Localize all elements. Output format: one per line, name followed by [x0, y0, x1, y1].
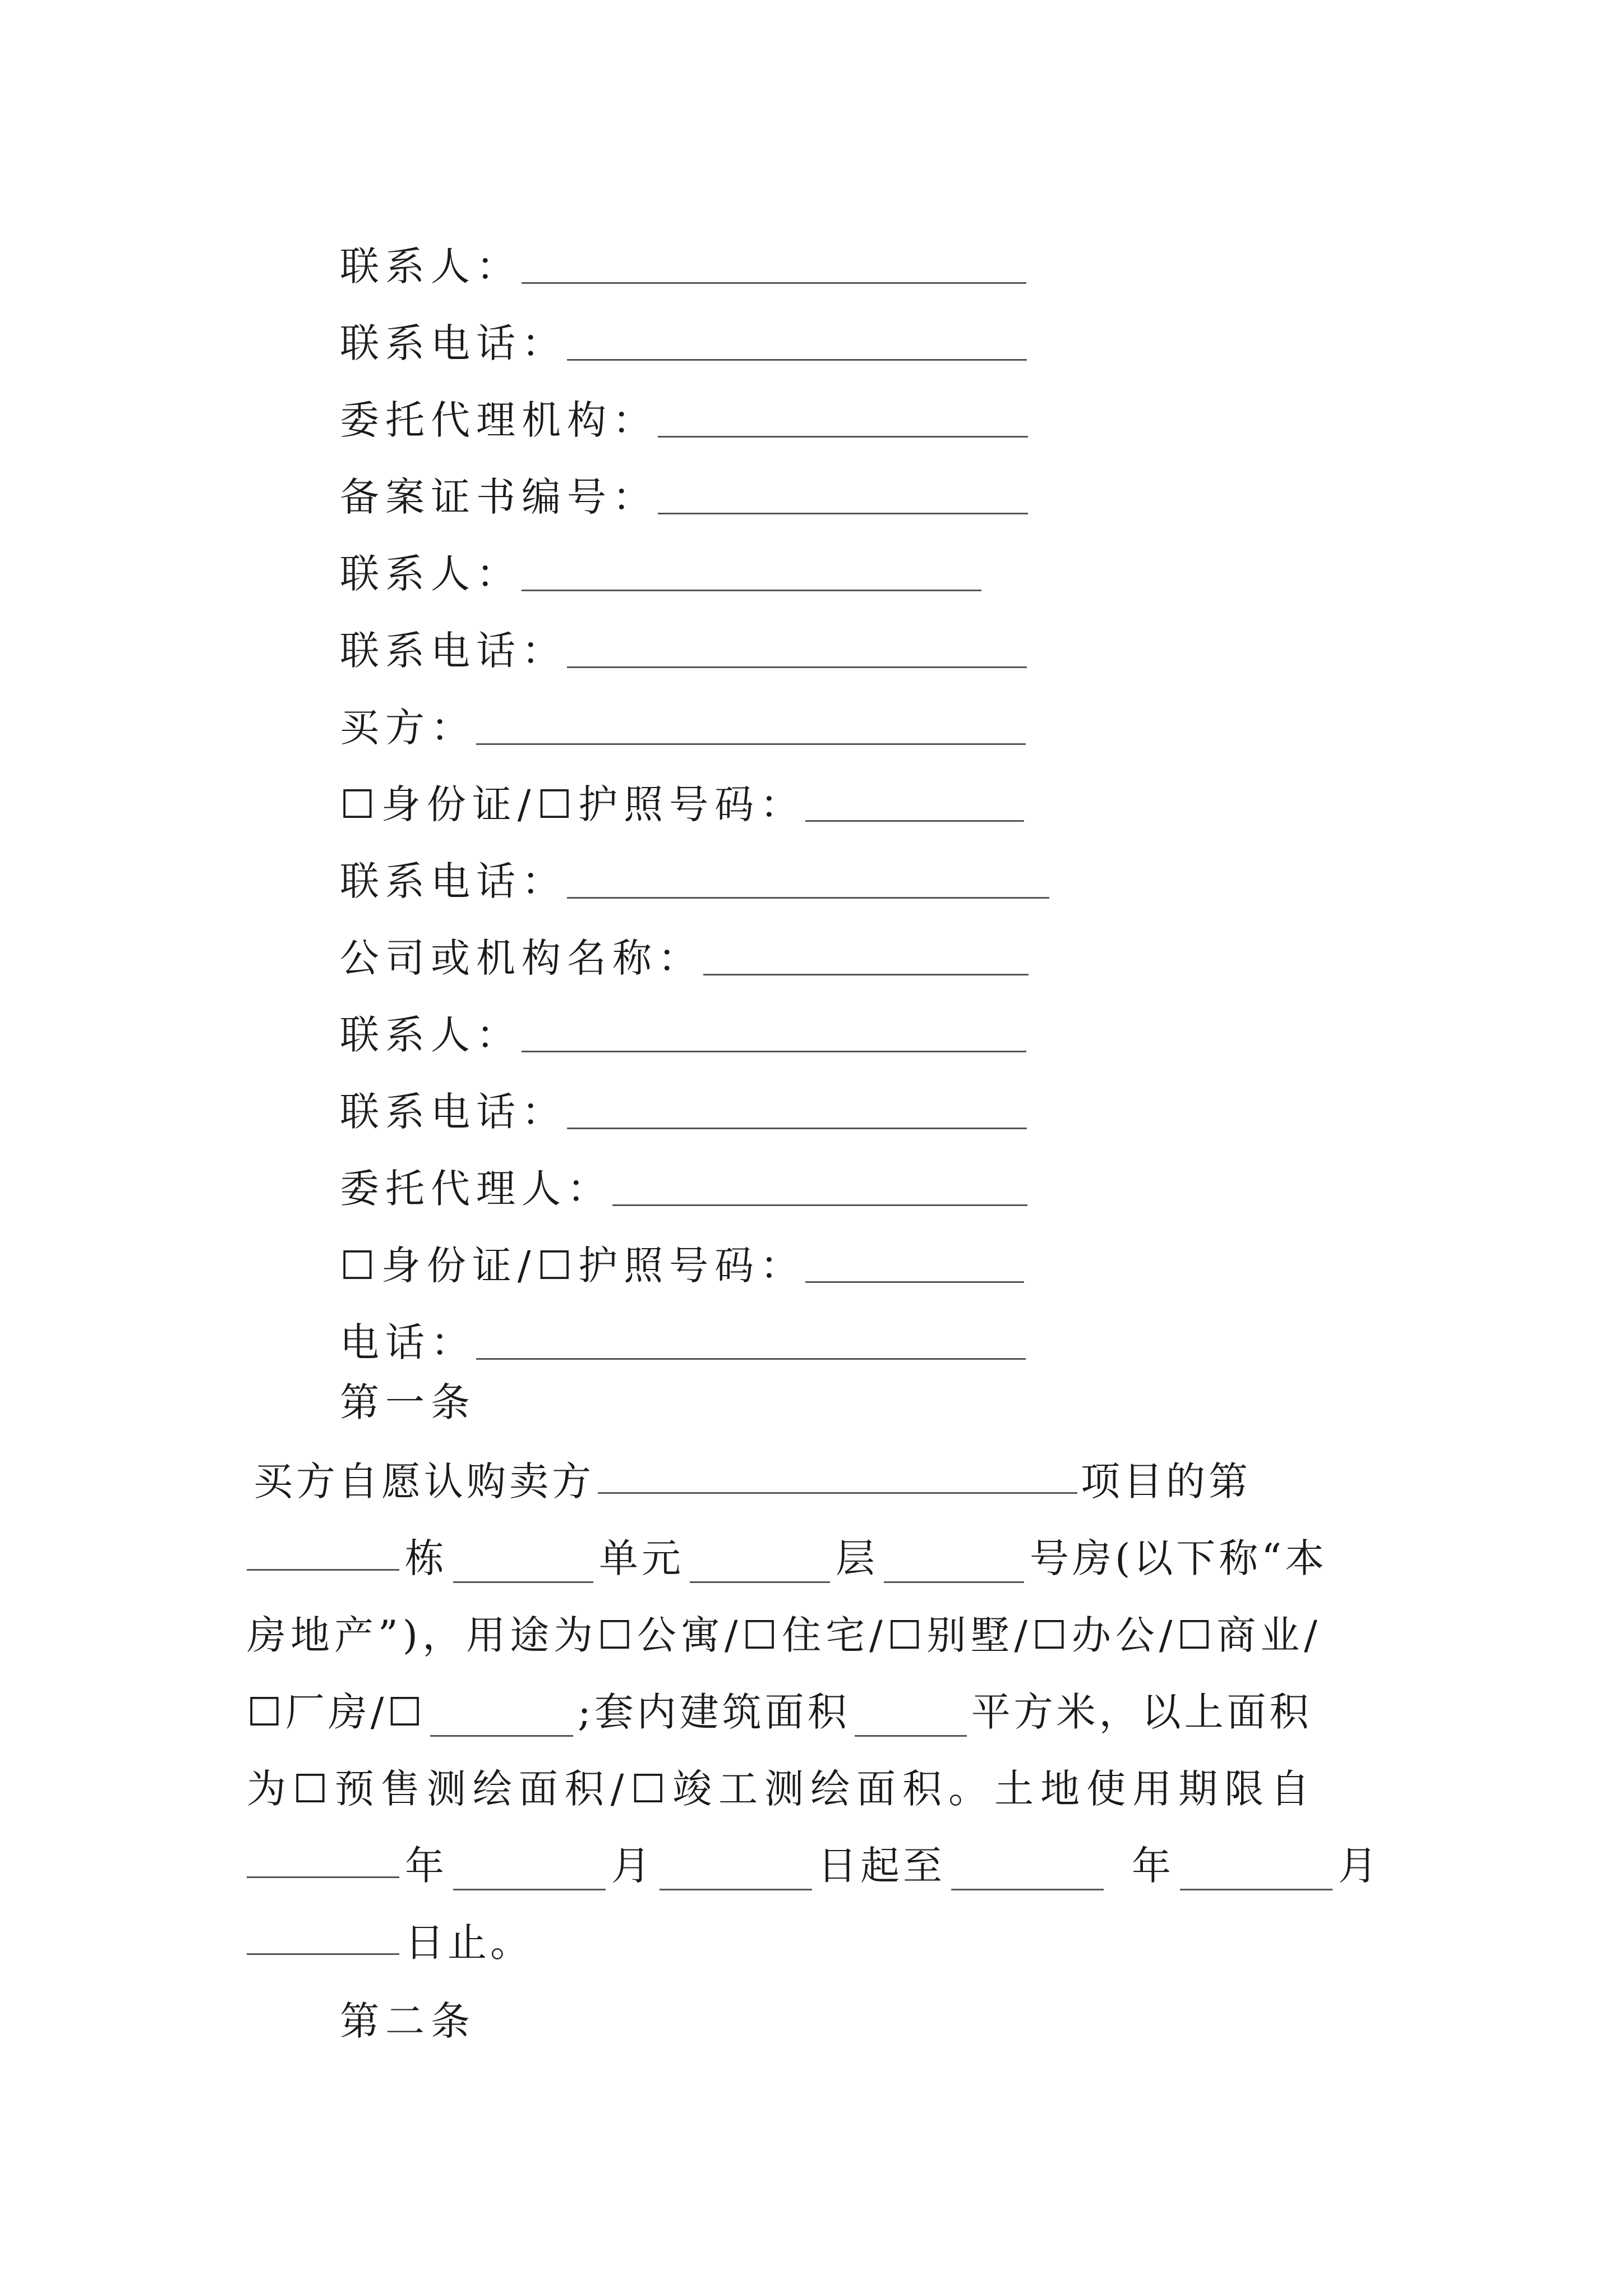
text-run: 项目的第 [1081, 1458, 1251, 1504]
fill-blank[interactable] [598, 1492, 1077, 1494]
field-label: 委托代理人： [340, 1166, 612, 1212]
para-line [247, 1814, 1385, 1890]
text-run: 房地产”)，用途为☐公寓/☐住宅/☐别墅/☐办公/☐商业/ [247, 1612, 1322, 1658]
field-label: 公司或机构名称： [340, 935, 703, 981]
field-label: 电话： [340, 1319, 476, 1365]
fill-blank[interactable] [476, 1358, 1026, 1360]
field-label: 买方： [340, 705, 476, 751]
field-row [340, 1053, 1027, 1135]
field-row [340, 208, 1026, 289]
field-row [340, 1283, 1026, 1365]
article-2-heading: 第二条 [340, 1998, 476, 2044]
field-label: 联系人： [340, 243, 522, 289]
fill-blank[interactable] [522, 1051, 1026, 1052]
fill-blank[interactable] [690, 1581, 830, 1583]
text-run: 层 [836, 1535, 878, 1581]
fill-blank[interactable] [660, 1889, 812, 1890]
field-row [340, 822, 1049, 904]
fill-blank[interactable] [567, 666, 1027, 668]
fill-blank[interactable] [453, 1889, 606, 1890]
fill-blank[interactable] [247, 1569, 399, 1571]
field-row [340, 284, 1027, 366]
text-run: 平方米，以上面积 [971, 1688, 1312, 1735]
fill-blank[interactable] [658, 513, 1028, 514]
text-run: 年 [405, 1842, 448, 1889]
field-row [340, 976, 1026, 1058]
text-run: 为☐预售测绘面积/☐竣工测绘面积。土地使用期限自 [247, 1765, 1317, 1812]
fill-blank[interactable] [522, 282, 1026, 284]
field-label: 委托代理机构： [340, 397, 658, 443]
field-label: 联系人： [340, 551, 522, 597]
text-run: 月 [1338, 1842, 1381, 1889]
fill-blank[interactable] [567, 897, 1049, 899]
fill-blank[interactable] [476, 743, 1026, 745]
field-label: 联系电话： [340, 1089, 567, 1135]
field-row [340, 361, 1028, 443]
fill-blank[interactable] [522, 590, 981, 591]
field-label: 联系电话： [340, 628, 567, 674]
field-row [340, 592, 1027, 674]
para-line [247, 1737, 1385, 1814]
article-1-body [247, 1429, 1385, 1967]
field-row [340, 515, 981, 597]
field-row [340, 669, 1026, 751]
fill-blank[interactable] [247, 1876, 399, 1878]
field-label: ☐身份证/☐护照号码： [340, 1243, 806, 1289]
field-row [340, 1130, 1027, 1212]
fill-blank[interactable] [855, 1735, 967, 1737]
text-run: 买方自愿认购卖方 [253, 1458, 594, 1504]
fill-blank[interactable] [951, 1889, 1104, 1890]
text-run: 日起至 [818, 1842, 946, 1889]
fill-blank[interactable] [805, 1281, 1024, 1283]
fill-blank[interactable] [430, 1735, 573, 1737]
field-label: 联系人： [340, 1012, 522, 1058]
field-row [340, 899, 1029, 981]
text-run: 年 [1132, 1842, 1174, 1889]
fill-blank[interactable] [884, 1581, 1024, 1583]
para-line [247, 1429, 1385, 1506]
fill-blank[interactable] [658, 436, 1028, 438]
fill-blank[interactable] [703, 974, 1029, 976]
field-label: ☐身份证/☐护照号码： [340, 781, 806, 827]
field-row [340, 1207, 1024, 1289]
field-label: 备案证书编号： [340, 474, 658, 520]
text-run: ;套内建筑面积 [578, 1688, 850, 1735]
field-row [340, 746, 1024, 827]
fill-blank[interactable] [247, 1953, 399, 1955]
fill-blank[interactable] [612, 1204, 1027, 1206]
fill-blank[interactable] [805, 820, 1024, 822]
fill-blank[interactable] [453, 1581, 593, 1583]
para-line [247, 1660, 1385, 1737]
article-1-heading: 第一条 [340, 1379, 476, 1425]
text-run: 单元 [599, 1535, 684, 1581]
para-line [247, 1583, 1385, 1660]
fill-blank[interactable] [567, 359, 1027, 361]
field-row [340, 438, 1028, 520]
text-run: 号房(以下称“本 [1030, 1535, 1328, 1581]
text-run: 月 [611, 1842, 654, 1889]
text-run: ☐厂房/☐ [247, 1688, 426, 1735]
fill-blank[interactable] [1180, 1889, 1332, 1890]
field-label: 联系电话： [340, 320, 567, 366]
field-label: 联系电话： [340, 858, 567, 904]
para-line [247, 1506, 1385, 1583]
text-run: 栋 [405, 1535, 448, 1581]
fill-blank[interactable] [567, 1128, 1027, 1129]
text-run: 日止。 [405, 1919, 533, 1966]
para-line [247, 1890, 1385, 1967]
